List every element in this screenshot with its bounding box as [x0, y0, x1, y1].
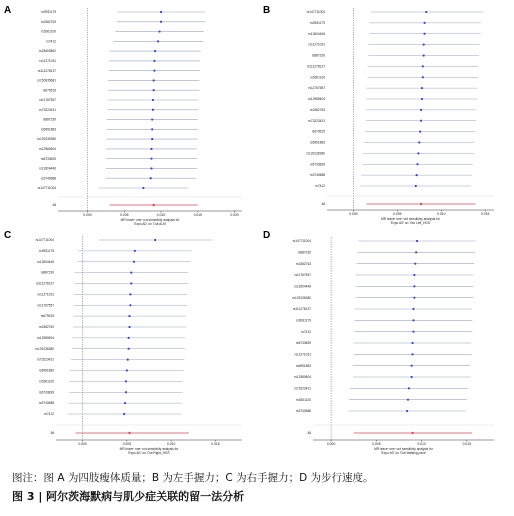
x-axis-title-a: MR leave−one−out sensitivity analysis for: [120, 218, 180, 222]
estimate-point-b: [421, 87, 423, 89]
snp-label-b: rs12980604: [308, 97, 325, 102]
estimate-point-d: [408, 387, 410, 389]
estimate-point-a: [153, 70, 155, 72]
estimate-point-c: [126, 369, 128, 371]
estimate-point-c: [134, 250, 136, 252]
estimate-point-a: [150, 148, 152, 150]
estimate-point-b: [423, 44, 425, 46]
estimate-point-a: [151, 128, 153, 130]
x-tick-label-d: 0.010: [417, 442, 426, 446]
figure-caption-title: 图 3 | 阿尔茨海默病与肌少症关联的留一法分析: [12, 490, 245, 503]
snp-label-c: rs679515: [40, 314, 54, 319]
estimate-point-c: [128, 315, 130, 317]
estimate-point-c: [129, 293, 131, 295]
snp-label-c: rs11271031: [37, 292, 54, 297]
estimate-point-d: [413, 285, 415, 287]
snp-label-b: rs5301100: [310, 75, 325, 80]
estimate-point-b: [417, 152, 419, 154]
x-axis-title-d: MR leave−one−out sensitivity analysis for: [374, 447, 433, 451]
estimate-point-d: [413, 297, 415, 299]
snp-label-d: rs73223431: [294, 386, 311, 391]
x-axis-subtitle-c: 'Expo AD' on 'Out Right_HGS': [127, 451, 171, 455]
snp-label-d: rs12980604: [294, 375, 311, 380]
snp-label-c: rs12980604: [37, 335, 54, 340]
estimate-point-b: [422, 65, 424, 67]
x-axis-subtitle-b: 'Expo AD' on 'Out Left_HGS': [390, 221, 431, 225]
estimate-point-b: [423, 22, 425, 24]
x-axis-title-b: MR leave−one−out sensitivity analysis for: [381, 217, 440, 221]
estimate-point-c: [125, 380, 127, 382]
snp-label-b: rs6733839: [309, 162, 325, 167]
estimate-point-c: [128, 326, 130, 328]
snp-label-c: rs6733839: [38, 390, 54, 395]
estimate-point-d: [407, 399, 409, 401]
snp-label-b: rs1582763: [309, 107, 325, 112]
estimate-point-d: [412, 308, 414, 310]
snp-label-d: rs3740688: [295, 409, 311, 414]
snp-label-d: rs6951883: [295, 363, 311, 368]
estimate-point-b: [423, 33, 425, 35]
all-label-b: All: [321, 202, 325, 207]
x-tick-label-d: 0.015: [462, 442, 472, 446]
estimate-point-a: [153, 60, 155, 62]
x-axis-title-c: MR leave−one−out sensitivity analysis for: [119, 447, 179, 451]
snp-label-a: rs6951883: [40, 127, 56, 132]
panel-letter-a: A: [4, 5, 12, 16]
snp-label-a: rs3740688: [40, 176, 56, 181]
estimate-point-a: [154, 50, 156, 52]
x-tick-label-c: 0.010: [166, 442, 176, 446]
snp-label-a: rs28400862: [39, 49, 56, 54]
snp-label-d: rs11767557: [294, 273, 311, 278]
snp-label-d: rs139136380: [292, 295, 311, 300]
snp-label-c: rs6951883: [38, 368, 54, 373]
estimate-point-d: [414, 263, 416, 265]
snp-label-a: rs9931179: [41, 10, 56, 15]
snp-label-c: rs5301100: [39, 379, 54, 384]
snp-label-a: rs6733839: [40, 156, 56, 161]
snp-label-c: rs11767557: [37, 303, 54, 308]
estimate-point-d: [406, 410, 408, 412]
snp-label-c: rs9931179: [39, 248, 54, 253]
estimate-point-b: [418, 141, 420, 143]
estimate-point-a: [151, 138, 153, 140]
x-axis-subtitle-d: 'Expo AD' on 'Out Walking pace': [380, 451, 427, 455]
estimate-point-a: [150, 177, 152, 179]
estimate-point-c: [154, 239, 156, 241]
panel-letter-c: C: [4, 230, 12, 241]
estimate-point-a: [153, 79, 155, 81]
snp-label-a: rs150935681: [37, 78, 56, 83]
estimate-point-d: [415, 251, 417, 253]
estimate-point-a: [150, 158, 152, 160]
snp-label-a: rs5301100: [41, 29, 56, 34]
estimate-point-b: [422, 76, 424, 78]
snp-label-b: rs73223431: [308, 118, 325, 123]
snp-label-a: rs7412: [46, 39, 56, 44]
panel-letter-d: D: [263, 230, 271, 241]
estimate-point-d: [411, 365, 413, 367]
estimate-point-d: [411, 353, 413, 355]
figure-caption-note: 图注：图 A 为四肢瘦体质量；B 为左手握力；C 为右手握力；D 为步行速度。: [12, 472, 374, 484]
snp-label-b: rs111278137: [306, 64, 325, 69]
estimate-point-a: [151, 118, 153, 120]
estimate-point-b: [420, 109, 422, 111]
snp-label-b: rs3740688: [309, 173, 325, 178]
estimate-point-d: [416, 240, 418, 242]
estimate-point-c: [130, 282, 132, 284]
snp-label-c: rs147711004: [35, 238, 54, 243]
x-tick-label-b: 0.005: [393, 212, 402, 216]
snp-label-c: rs1582763: [38, 325, 54, 330]
estimate-point-c: [133, 261, 135, 263]
estimate-point-a: [142, 187, 144, 189]
estimate-point-a: [157, 40, 159, 42]
snp-label-b: rs147711004: [306, 10, 325, 15]
estimate-point-c: [123, 413, 125, 415]
estimate-point-c: [124, 402, 126, 404]
estimate-point-c: [130, 272, 132, 274]
snp-label-d: rs111278137: [292, 307, 311, 312]
estimate-point-c: [128, 348, 130, 350]
snp-label-b: rs679515: [311, 129, 325, 134]
snp-label-b: rs11767557: [308, 86, 325, 91]
estimate-point-a: [160, 21, 162, 23]
snp-label-c: rs7412: [44, 412, 54, 417]
estimate-point-c: [127, 359, 129, 361]
snp-label-d: rs7412: [301, 329, 311, 334]
x-tick-label-b: 0.015: [480, 212, 490, 216]
x-axis-subtitle-a: 'Expo AD' on 'Out ALM': [133, 222, 167, 226]
x-tick-label-a: 0.000: [83, 213, 92, 217]
snp-label-a: rs679515: [42, 88, 56, 93]
estimate-point-b: [421, 98, 423, 100]
x-tick-label-c: 0.005: [122, 442, 132, 446]
panel-letter-b: B: [263, 5, 271, 16]
snp-label-b: rs139136380: [306, 151, 325, 156]
snp-label-b: rs11271031: [308, 42, 325, 47]
snp-label-d: rs6733839: [295, 341, 311, 346]
snp-label-b: rs6951883: [309, 140, 325, 145]
snp-label-a: rs887230: [42, 117, 56, 122]
all-label-d: All: [307, 431, 311, 436]
all-estimate-point-d: [411, 432, 413, 434]
x-tick-label-c: 0.015: [211, 442, 220, 446]
estimate-point-b: [416, 163, 418, 165]
snp-label-b: rs887230: [311, 53, 325, 58]
estimate-point-d: [411, 342, 413, 344]
estimate-point-a: [153, 89, 155, 91]
snp-label-c: rs139136380: [35, 346, 54, 351]
estimate-point-d: [411, 376, 413, 378]
estimate-point-b: [415, 185, 417, 187]
x-tick-label-a: 0.010: [156, 213, 166, 217]
estimate-point-b: [419, 131, 421, 133]
all-estimate-point-c: [128, 432, 130, 434]
snp-label-a: rs73223431: [39, 107, 56, 112]
estimate-point-a: [158, 30, 160, 32]
snp-label-a: rs11767557: [39, 98, 56, 103]
x-tick-label-d: 0.005: [372, 442, 381, 446]
snp-label-a: rs12980604: [39, 146, 56, 151]
snp-label-b: rs7412: [315, 184, 325, 189]
snp-label-a: rs1582763: [40, 19, 56, 24]
snp-label-d: rs11271031: [294, 352, 311, 357]
estimate-point-b: [423, 54, 425, 56]
estimate-point-b: [420, 120, 422, 122]
estimate-point-a: [152, 99, 154, 101]
snp-label-b: rs12604446: [308, 31, 325, 36]
snp-label-d: rs5301100: [296, 397, 311, 402]
estimate-point-c: [125, 391, 127, 393]
snp-label-a: rs147711004: [37, 186, 56, 191]
snp-label-c: rs73223431: [37, 357, 54, 362]
estimate-point-d: [412, 319, 414, 321]
estimate-point-c: [128, 337, 130, 339]
all-label-a: All: [52, 203, 56, 208]
snp-label-a: rs111278137: [37, 68, 56, 73]
estimate-point-a: [160, 11, 162, 13]
snp-label-a: rs139136380: [37, 137, 56, 142]
all-estimate-point-a: [152, 204, 154, 206]
snp-label-c: rs3740688: [38, 401, 54, 406]
estimate-point-d: [412, 331, 414, 333]
snp-label-d: rs887230: [297, 250, 311, 255]
snp-label-c: rs887230: [40, 270, 54, 275]
estimate-point-a: [152, 109, 154, 111]
snp-label-b: rs9931179: [310, 20, 325, 25]
estimate-point-d: [413, 274, 415, 276]
estimate-point-c: [129, 304, 131, 306]
snp-label-c: rs111278137: [35, 281, 54, 286]
snp-label-a: rs12604446: [39, 166, 56, 171]
estimate-point-b: [416, 174, 418, 176]
x-tick-label-a: 0.020: [230, 213, 239, 217]
all-label-c: All: [50, 431, 54, 436]
x-tick-label-b: 0.000: [349, 212, 358, 216]
x-tick-label-c: 0.000: [78, 442, 87, 446]
snp-label-c: rs12604446: [37, 259, 54, 264]
x-tick-label-a: 0.015: [193, 213, 203, 217]
snp-label-d: rs147711004: [292, 239, 311, 244]
all-estimate-point-b: [420, 203, 422, 205]
snp-label-d: rs9931179: [296, 318, 311, 323]
snp-label-d: rs12604446: [294, 284, 311, 289]
estimate-point-b: [425, 11, 427, 13]
estimate-point-a: [150, 167, 152, 169]
x-tick-label-a: 0.005: [119, 213, 129, 217]
snp-label-a: rs11271031: [39, 58, 56, 63]
snp-label-d: rs1582763: [295, 261, 311, 266]
x-tick-label-b: 0.010: [437, 212, 446, 216]
x-tick-label-d: 0.000: [326, 442, 336, 446]
